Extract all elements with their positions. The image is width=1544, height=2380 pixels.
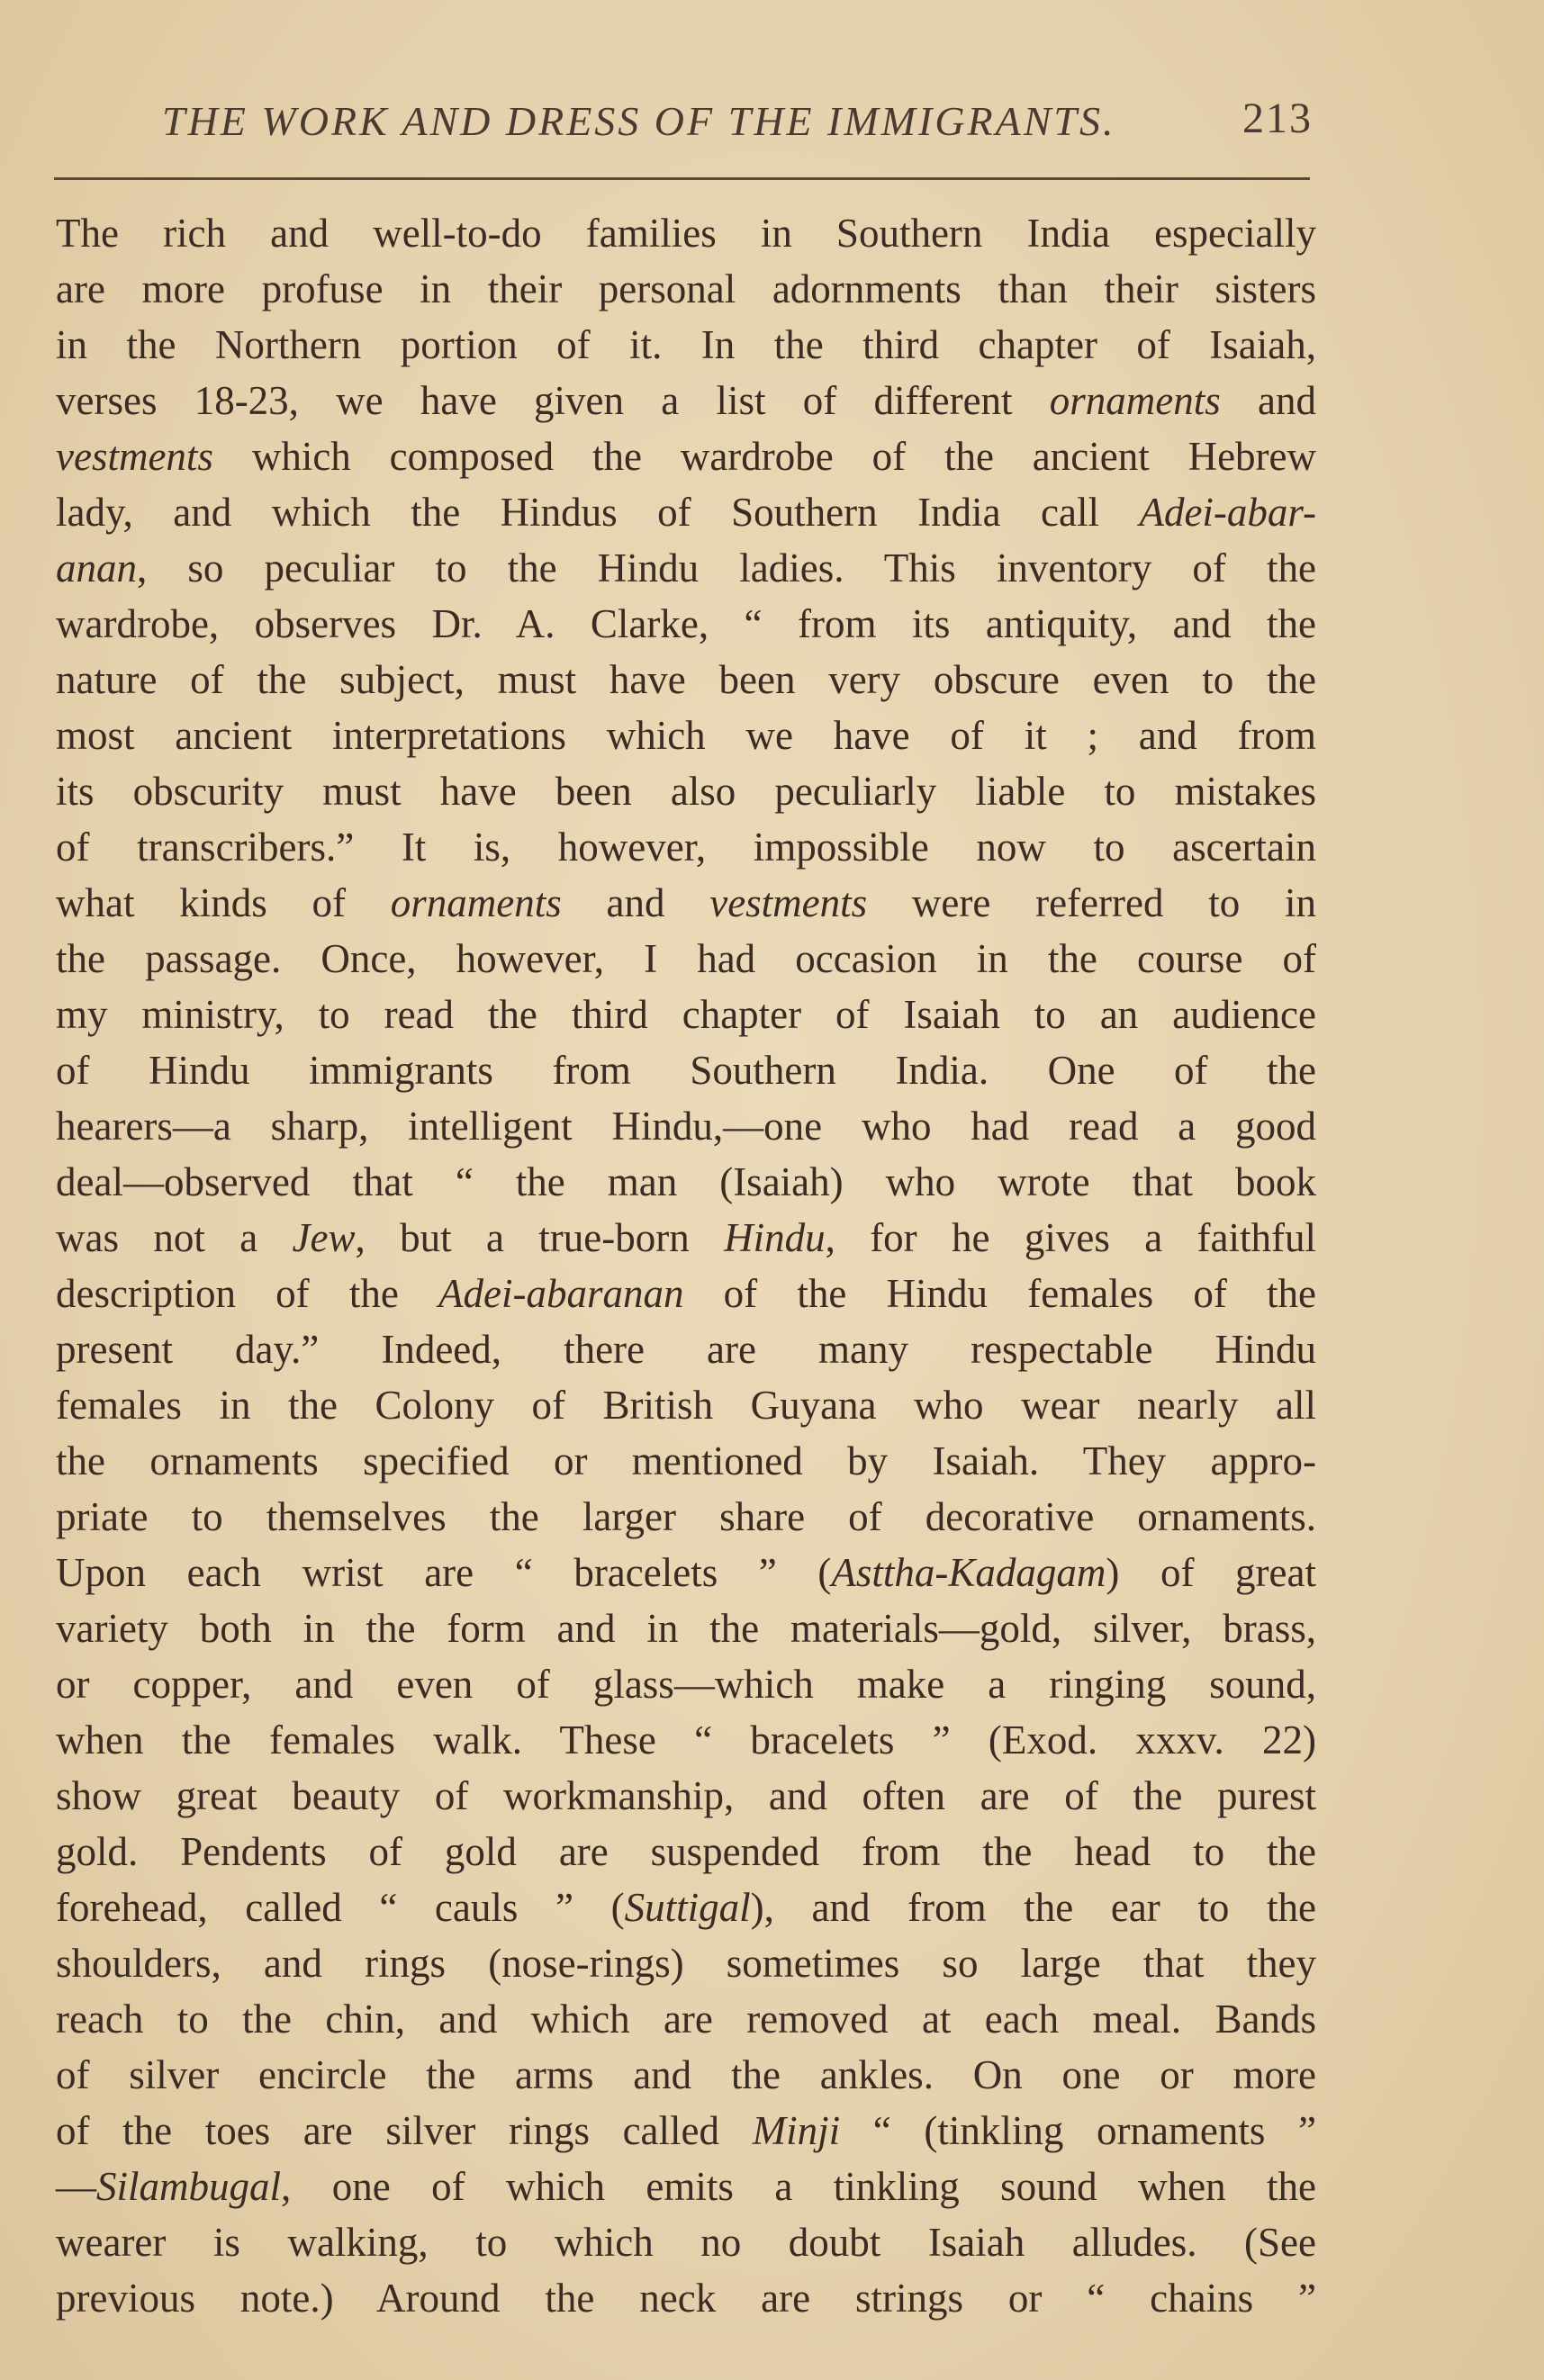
- text-line: [56, 540, 1316, 596]
- text-line: [56, 875, 1316, 931]
- text-line: [56, 428, 1316, 484]
- text-run: —: [56, 2164, 96, 2209]
- text-line: [56, 1545, 1316, 1600]
- text-run: was not a: [56, 1215, 293, 1260]
- text-run: , so peculiar to the Hindu ladies. This inventory of the: [137, 545, 1316, 590]
- text-line: [56, 763, 1316, 819]
- text-line: [56, 931, 1316, 987]
- text-line: [56, 1098, 1316, 1154]
- text-run: reach to the chin, and which are removed at each meal. Bands: [56, 1997, 1316, 2042]
- text-line: [56, 1321, 1316, 1377]
- italic-term: anan: [56, 545, 137, 590]
- text-run: are more profuse in their personal adornments than their sisters: [56, 266, 1316, 311]
- italic-term: ornaments: [1049, 378, 1221, 423]
- text-line: [56, 484, 1316, 540]
- text-line: [56, 652, 1316, 708]
- text-run: ) of great: [1106, 1550, 1316, 1595]
- text-line: [56, 1768, 1316, 1824]
- text-line: [56, 1935, 1316, 1991]
- text-run: previous note.) Around the neck are strings or “ chains ”: [56, 2276, 1316, 2321]
- text-run: my ministry, to read the third chapter of Isaiah to an audience: [56, 992, 1316, 1037]
- text-line: [56, 2047, 1316, 2103]
- text-line: [56, 1880, 1316, 1935]
- text-line: [56, 1656, 1316, 1712]
- text-line: [56, 2103, 1316, 2159]
- text-run: when the females walk. These “ bracelets ” (Exod. xxxv. 22): [56, 1717, 1316, 1762]
- text-run: most ancient interpretations which we have of it ; and from: [56, 713, 1316, 758]
- text-line: [56, 373, 1316, 428]
- text-line: [56, 1266, 1316, 1321]
- text-line: [56, 819, 1316, 875]
- text-run: its obscurity must have been also peculiarly liable to mistakes: [56, 769, 1316, 814]
- text-run: Upon each wrist are “ bracelets ” (: [56, 1550, 832, 1595]
- italic-term: Adei-abaranan: [438, 1271, 684, 1316]
- text-run: forehead, called “ cauls ” (: [56, 1885, 625, 1930]
- running-head-title: THE WORK AND DRESS OF THE IMMIGRANTS.: [162, 98, 1116, 144]
- text-run: verses 18-23, we have given a list of different: [56, 378, 1050, 423]
- text-run: description of the: [56, 1271, 439, 1316]
- text-line: [56, 1991, 1316, 2047]
- text-run: and: [1220, 378, 1316, 423]
- text-run: lady, and which the Hindus of Southern India call: [56, 490, 1140, 535]
- text-line: [56, 1712, 1316, 1768]
- italic-term: ornaments: [390, 880, 562, 925]
- text-run: hearers—a sharp, intelligent Hindu,—one who had read a good: [56, 1104, 1316, 1149]
- body-paragraph: [56, 205, 1316, 2326]
- text-line: [56, 1433, 1316, 1489]
- text-line: [56, 205, 1316, 261]
- text-line: [56, 1489, 1316, 1545]
- text-line: [56, 2159, 1316, 2214]
- text-run: ), and from the ear to the: [750, 1885, 1316, 1930]
- text-line: [56, 596, 1316, 652]
- text-run: variety both in the form and in the materials—gold, silver, brass,: [56, 1606, 1316, 1651]
- italic-term: vestments: [709, 880, 868, 925]
- italic-term: Hindu: [724, 1215, 826, 1260]
- italic-term: Silambugal: [96, 2164, 282, 2209]
- text-run: and: [561, 880, 710, 925]
- text-line: [56, 987, 1316, 1042]
- italic-term: Suttigal: [624, 1885, 751, 1930]
- text-run: of the Hindu females of the: [683, 1271, 1317, 1316]
- text-run: wearer is walking, to which no doubt Isaiah alludes. (See: [56, 2220, 1316, 2265]
- text-run: were referred to in: [867, 880, 1316, 925]
- text-line: [56, 1154, 1316, 1210]
- text-line: [56, 1210, 1316, 1266]
- text-run: wardrobe, observes Dr. A. Clarke, “ from its antiquity, and the: [56, 601, 1316, 646]
- page-number: 213: [1242, 95, 1313, 142]
- text-run: priate to themselves the larger share of decorative ornaments.: [56, 1494, 1316, 1539]
- text-run: , but a true-born: [355, 1215, 725, 1260]
- text-run: of Hindu immigrants from Southern India. One of the: [56, 1048, 1316, 1093]
- text-run: , one of which emits a tinkling sound when the: [281, 2164, 1316, 2209]
- text-line: [56, 1824, 1316, 1880]
- text-line: [56, 317, 1316, 373]
- text-line: [56, 261, 1316, 317]
- text-run: of the toes are silver rings called: [56, 2108, 753, 2153]
- text-run: the ornaments specified or mentioned by Isaiah. They appro-: [56, 1438, 1316, 1483]
- text-line: [56, 1377, 1316, 1433]
- italic-term: Asttha-Kadagam: [831, 1550, 1106, 1595]
- italic-term: Adei-abar-: [1139, 490, 1316, 535]
- text-run: show great beauty of workmanship, and often are of the purest: [56, 1773, 1316, 1818]
- text-run: what kinds of: [56, 880, 391, 925]
- text-run: present day.” Indeed, there are many respectable Hindu: [56, 1327, 1316, 1372]
- text-run: which composed the wardrobe of the ancient Hebrew: [212, 434, 1316, 479]
- text-run: The rich and well-to-do families in Southern India especially: [56, 211, 1316, 256]
- text-run: females in the Colony of British Guyana who wear nearly all: [56, 1383, 1316, 1428]
- text-run: deal—observed that “ the man (Isaiah) who wrote that book: [56, 1159, 1316, 1204]
- text-line: [56, 1042, 1316, 1098]
- italic-term: Jew: [292, 1215, 356, 1260]
- text-run: the passage. Once, however, I had occasion in the course of: [56, 936, 1316, 981]
- text-run: of silver encircle the arms and the ankles. On one or more: [56, 2052, 1316, 2097]
- text-run: of transcribers.” It is, however, impossible now to ascertain: [56, 825, 1316, 870]
- header-rule: [54, 177, 1310, 180]
- text-line: [56, 1600, 1316, 1656]
- text-line: [56, 708, 1316, 763]
- italic-term: vestments: [56, 434, 213, 479]
- text-run: in the Northern portion of it. In the third chapter of Isaiah,: [56, 322, 1316, 367]
- text-line: [56, 2270, 1316, 2326]
- text-line: [56, 2214, 1316, 2270]
- text-run: nature of the subject, must have been very obscure even to the: [56, 657, 1316, 702]
- text-run: shoulders, and rings (nose-rings) sometimes so large that they: [56, 1941, 1316, 1986]
- italic-term: Minji: [752, 2108, 841, 2153]
- text-run: , for he gives a faithful: [825, 1215, 1316, 1260]
- text-run: or copper, and even of glass—which make a ringing sound,: [56, 1662, 1316, 1707]
- text-run: “ (tinkling ornaments ”: [840, 2108, 1317, 2153]
- text-run: gold. Pendents of gold are suspended from the head to the: [56, 1829, 1316, 1874]
